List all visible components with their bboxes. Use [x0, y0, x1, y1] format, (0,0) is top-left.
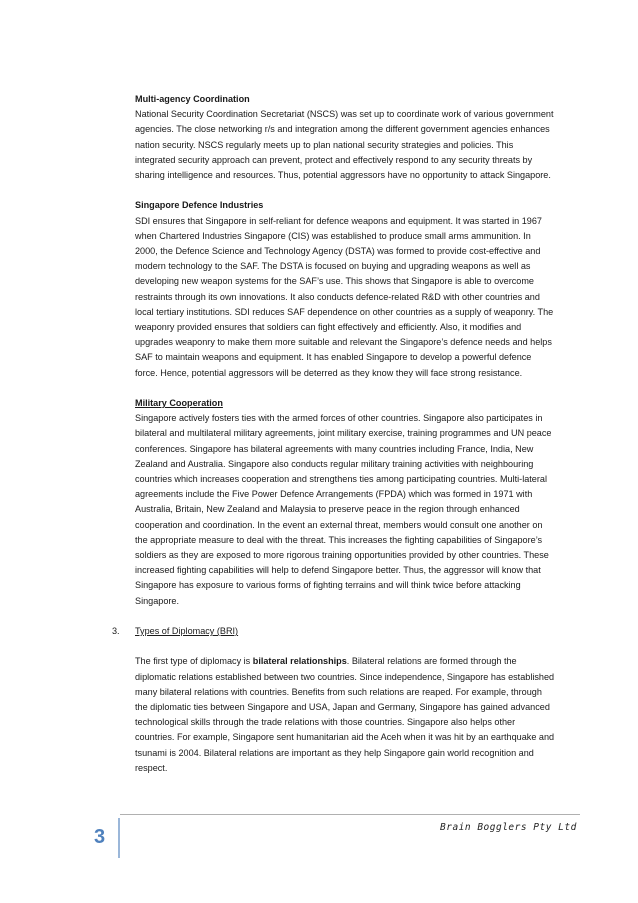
footer-divider — [120, 814, 580, 815]
section-diplomacy — [135, 654, 555, 776]
diplomacy-text — [135, 654, 555, 776]
document-body — [112, 92, 555, 791]
section-heading: Multi-agency Coordination — [135, 94, 250, 104]
diplomacy-bold-term: bilateral relationships — [252, 656, 347, 667]
section-text: National Security Coordination Secretariat (NSCS) was set up to coordinate work of various government agencies. The close networking r/s and integration among the different government agencies enhances nation security. NSCS regularly meets up to plan national security strategies and policies. This integrated security approach can prevent, protect and effectively respond to any security threats by sharing intelligence and resources. Thus, potential aggressors have no opportunity to attack Singapore. — [135, 109, 554, 181]
page-number: 3 — [94, 826, 106, 848]
section-text: Singapore actively fosters ties with the armed forces of other countries. Singapore also participates in bilateral and multilateral military agreements, joint military exercise, training programmes and UN peace conferences. Singapore has bilateral agreements with many countries including France, India, New Zealand and Australia. Singapore also conducts regular military training activities with neighbouring countries which increases cooperation and strengthens ties among participating countries. Multi-lateral agreements include the Five Power Defence Arrangements (FPDA) which was formed in 1971 with Australia, Britain, New Zealand and Malaysia to preserve peace in the region through enhanced cooperation and coordination. In the event an external threat, members would consult one another on the appropriate measure to deal with the threat. This increases the fighting capabilities of Singapore’s soldiers as they are exposed to more rigorous training opportunities provided by other countries. These increased fighting capabilities will help to defend Singapore better. Thus, the aggressor will know that Singapore has exposure to various forms of fighting terrains and will think twice before attacking Singapore. — [135, 413, 552, 606]
list-title: Types of Diplomacy (BRI) — [135, 626, 239, 637]
page-number-bar — [118, 818, 120, 858]
footer-brand: Brain Bogglers Pty Ltd — [440, 822, 577, 833]
list-number: 3. — [112, 626, 120, 637]
section-heading: Singapore Defence Industries — [135, 200, 264, 211]
section-multi-agency — [135, 92, 555, 183]
diplomacy-intro: The first type of diplomacy is — [135, 656, 253, 667]
diplomacy-rest: . Bilateral relations are formed through the diplomatic relations established between two countries. Since independence, Singapore has established many bilateral relations with countries. Benefits from such relations are reaped. For example, through the diplomatic ties between Singapore and USA, Japan and Germany, Singapore has gained advanced technological skills through the trade relations with those countries. Singapore also helps other countries. For example, Singapore sent humanitarian aid the Aceh when it was hit by an earthquake and tsunami is 2004. Bilateral relations are important as they help Singapore gain world recognition and respect. — [135, 656, 555, 773]
section-defence-industries — [135, 198, 555, 380]
section-heading: Military Cooperation — [135, 398, 223, 409]
section-military-cooperation — [135, 396, 555, 609]
section-text: SDI ensures that Singapore in self-reliant for defence weapons and equipment. It was started in 1967 when Chartered Industries Singapore (CIS) was established to produce small arms ammunition. In 2000, the Defence Science and Technology Agency (DSTA) was formed to provide cost-effective and modern technology to the SAF. The DSTA is focused on buying and upgrading weapons as well as developing new weapon systems for the SAF’s use. This shows that Singapore is able to overcome restraints through its own innovations. It also conducts defence-related R&D with other countries and local tertiary institutions. SDI reduces SAF dependence on other countries as a supply of weaponry. The weaponry provided ensures that soldiers can fight effectively and efficiently. Also, it modifies and upgrades weaponry to make them more suitable and relevant the Singapore’s defence needs and helps SAF to maintain weapons and equipment. It has enabled Singapore to develop a powerful defence force. Hence, potential aggressors will be deterred as they know they will face strong resistance. — [135, 215, 554, 378]
numbered-heading — [112, 624, 555, 639]
